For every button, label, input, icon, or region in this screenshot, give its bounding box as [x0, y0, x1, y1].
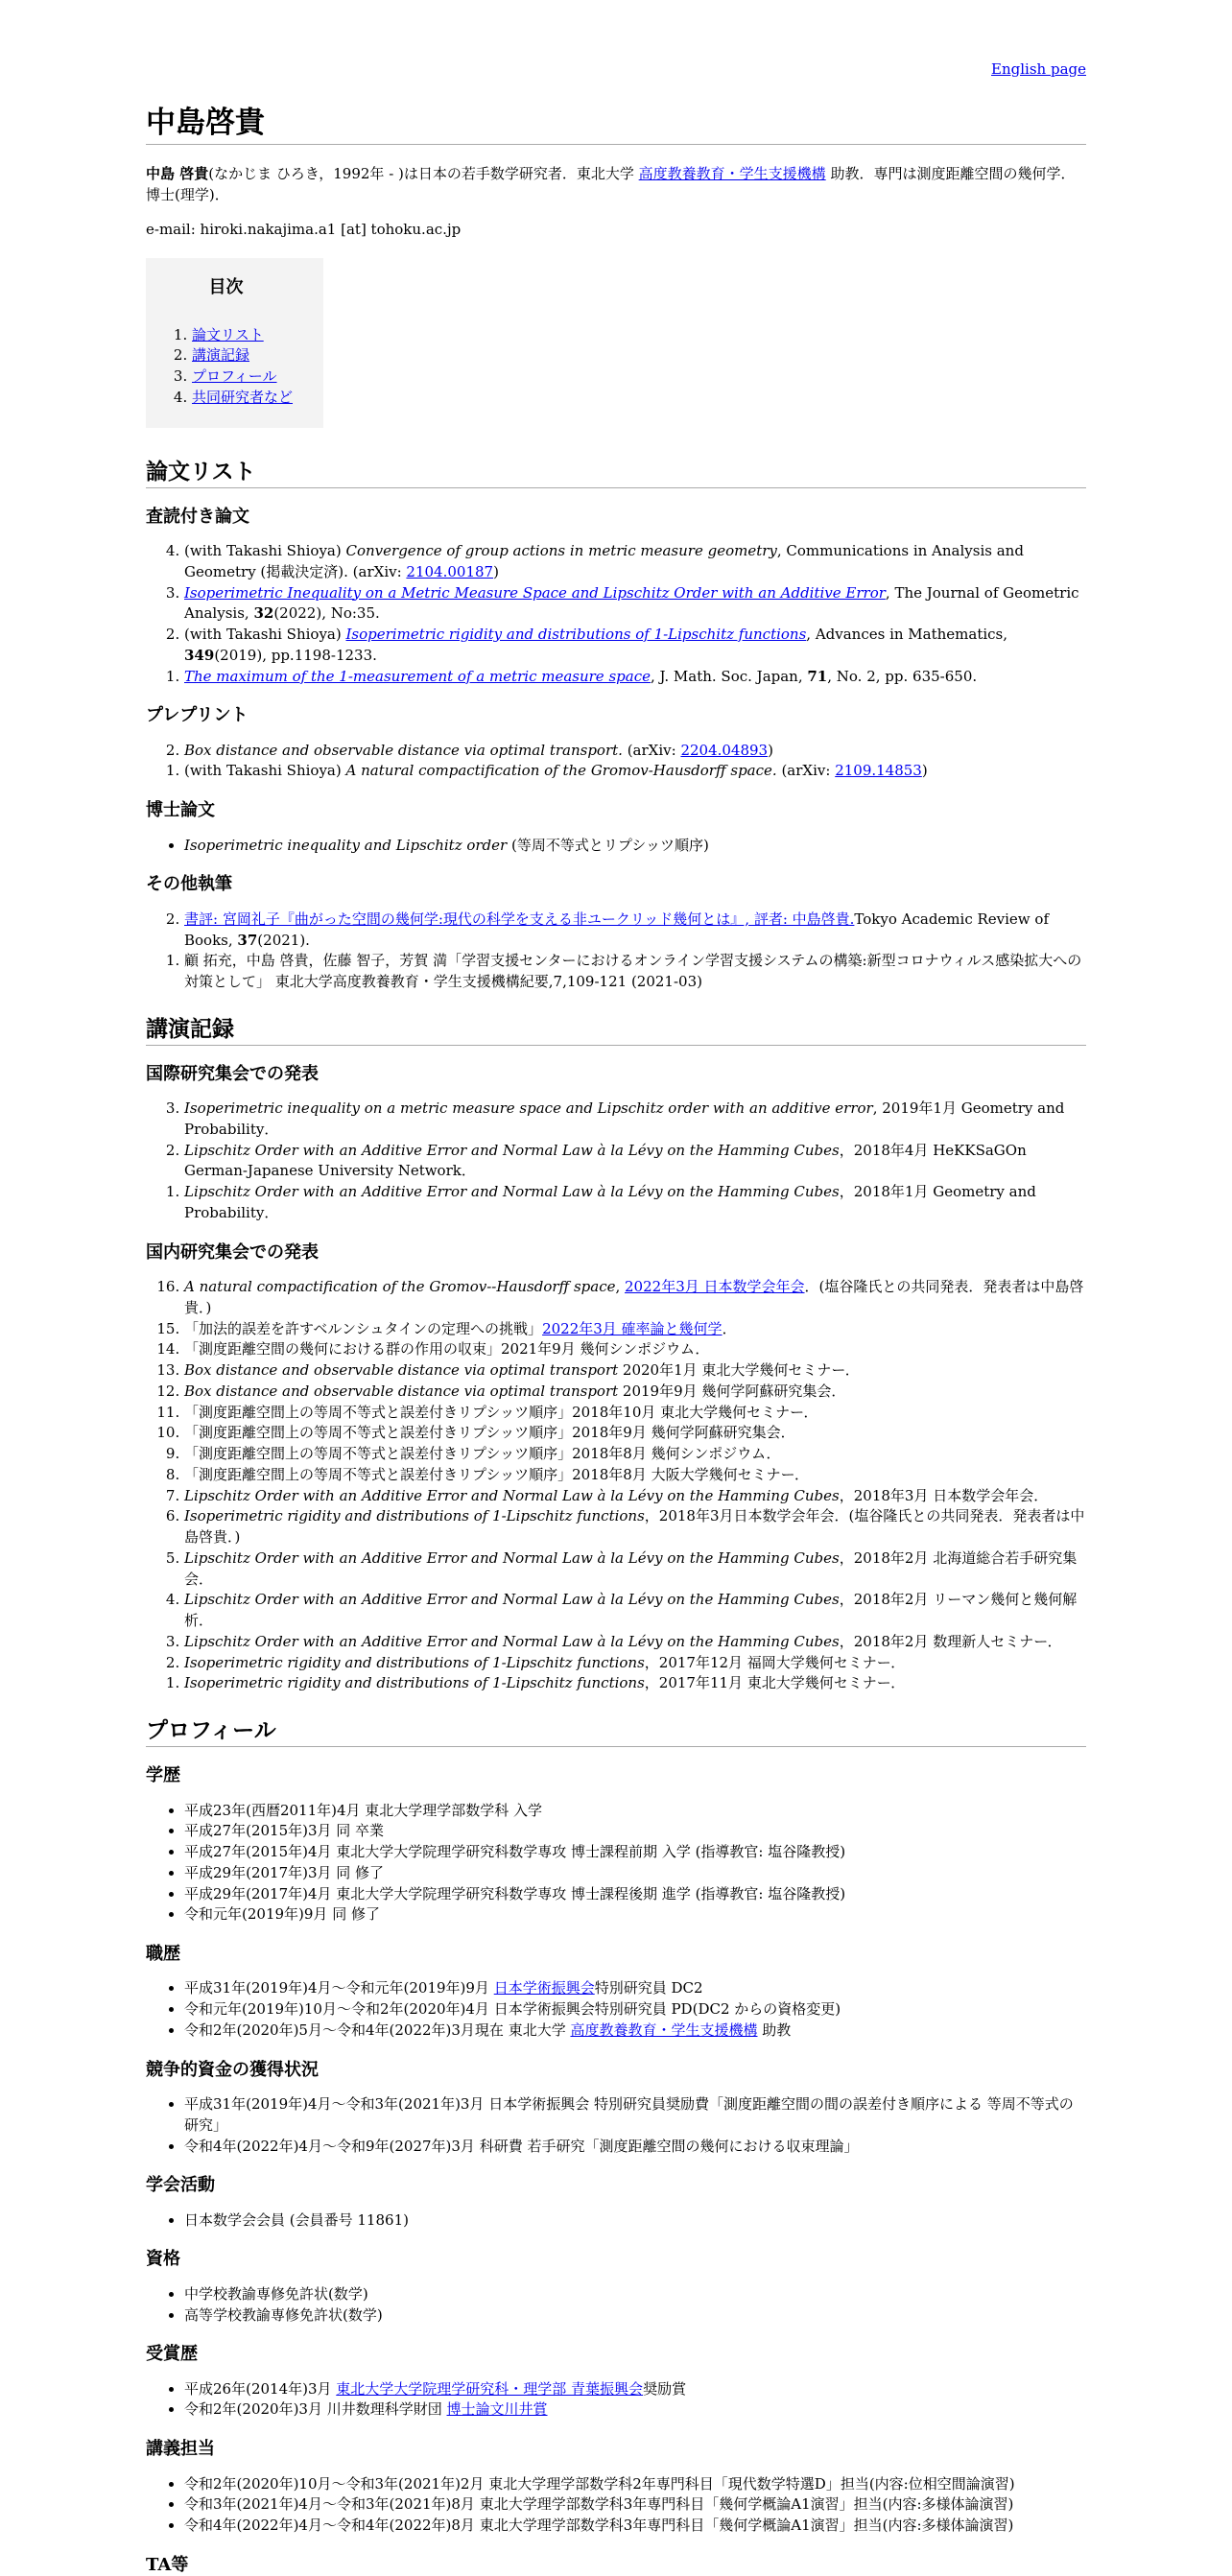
international-talks-list: [146, 1099, 1086, 1224]
paper-title: Isoperimetric Inequality on a Metric Measure Space and Lipschitz Order with an Additive Error: [184, 583, 886, 602]
list-item: • 平成31年(2019年)4月〜令和3年(2021年)3月 日本学術振興会 特別研究員奨励費「測度距離空間の間の誤差付き順序による 等周不等式の研究」: [184, 2094, 1086, 2137]
intro-org-link[interactable]: 高度教養教育・学生支援機構: [638, 165, 826, 183]
page: [146, 0, 1086, 2576]
talk-title: Box distance and observable distance via optimal transport: [184, 1382, 619, 1400]
list-item: [184, 667, 1086, 688]
list-item: [184, 1182, 1086, 1224]
list-item: [184, 1360, 1086, 1382]
other-writing-list: [146, 910, 1086, 993]
list-item: [184, 1632, 1086, 1653]
item-text: 助教: [757, 2021, 792, 2039]
subsection-funding: 競争的資金の獲得状況: [146, 2059, 319, 2080]
list-item: • 日本数学会会員 (会員番号 11861): [184, 2210, 1086, 2232]
item-text: 「加法的誤差を許すベルンシュタインの定理への挑戦」: [184, 1319, 543, 1337]
paper-link[interactable]: [184, 584, 886, 602]
item-text: 顧 拓充，中島 啓貴，佐藤 智子，芳賀 満「学習支援センターにおけるオンライン学習支援システムの構築:新型コロナウィルス感染拡大への対策として」 東北大学高度教養教育・学生支援機構紀要,7,109-121 (2021-03): [184, 952, 1082, 990]
volume: 349: [184, 646, 215, 664]
conference-link[interactable]: 2022年3月 日本数学会年会: [625, 1278, 805, 1296]
english-page-link[interactable]: English page: [991, 60, 1086, 78]
review-link[interactable]: 書評: 宮岡礼子『曲がった空間の幾何学:現代の科学を支える非ユークリッド幾何とは』, 評者: 中島啓貴.: [184, 910, 855, 928]
thesis-list: [146, 836, 1086, 857]
funding-list: [146, 2094, 1086, 2157]
subsection-career: 職歴: [146, 1944, 180, 1965]
item-text: 2020年1月 東北大学幾何セミナー．: [618, 1361, 860, 1380]
arxiv-link[interactable]: 2204.04893: [680, 741, 769, 759]
item-text: ): [768, 741, 773, 759]
item-text: ．: [722, 1319, 737, 1337]
list-item: [184, 1277, 1086, 1319]
list-item: [184, 1653, 1086, 1674]
list-item: • 令和元年(2019年)9月 同 修了: [184, 1904, 1086, 1926]
toc-link-profile[interactable]: プロフィール: [192, 367, 277, 386]
list-item: • 令和2年(2020年)10月〜令和3年(2021年)2月 東北大学理学部数学科2年専門科目「現代数学特選D」担当(内容:位相空間論演習): [184, 2474, 1086, 2495]
list-item: [184, 1506, 1086, 1548]
list-item: [184, 1444, 1086, 1465]
talk-title: Lipschitz Order with an Additive Error and Normal Law à la Lévy on the Hamming Cubes: [184, 1486, 840, 1504]
talk-title: Isoperimetric rigidity and distributions of 1-Lipschitz functions: [184, 1674, 645, 1692]
paper-title: A natural compactification of the Gromov-Hausdorff space.: [345, 762, 777, 780]
list-item: [184, 910, 1086, 952]
list-item: • 平成27年(2015年)4月 東北大学大学院理学研究科数学専攻 博士課程前期 入学 (指導教官: 塩谷隆教授): [184, 1842, 1086, 1863]
item-text: 「測度距離空間上の等周不等式と誤差付きリプシッツ順序」2018年8月 大阪大学幾何セミナー．: [184, 1465, 809, 1483]
item-text: , Advances in Mathematics,: [806, 626, 1008, 644]
list-item: • 平成27年(2015年)3月 同 卒業: [184, 1821, 1086, 1842]
list-item: [184, 761, 1086, 782]
item-text: ，2017年12月 福岡大学幾何セミナー．: [644, 1653, 906, 1671]
paper-title: Isoperimetric rigidity and distributions of 1-Lipschitz functions: [345, 626, 807, 644]
item-text: (with Takashi Shioya): [184, 626, 346, 644]
society-list: [146, 2210, 1086, 2232]
talk-title: Isoperimetric rigidity and distributions of 1-Lipschitz functions: [184, 1653, 645, 1671]
list-item: [184, 1339, 1086, 1360]
subsection-refereed: 査読付き論文: [146, 506, 249, 527]
list-item: [184, 1486, 1086, 1507]
list-item: [184, 583, 1086, 626]
license-list: [146, 2284, 1086, 2327]
toc-item: [192, 325, 293, 346]
list-item: [184, 836, 1086, 857]
item-text: (等周不等式とリプシッツ順序): [507, 836, 709, 854]
item-text: , No. 2, pp. 635-650.: [827, 667, 978, 685]
item-text: 令和2年(2020年)5月～令和4年(2022年)3月現在 東北大学: [184, 2021, 571, 2039]
item-text: , The Journal of Geometric Analysis,: [184, 583, 1079, 623]
awards-list: [146, 2379, 1086, 2422]
talk-title: Box distance and observable distance via optimal transport: [184, 1361, 619, 1380]
list-item: [184, 1403, 1086, 1424]
item-text: (2021).: [257, 931, 310, 949]
list-item: • 平成29年(2017年)3月 同 修了: [184, 1863, 1086, 1884]
item-text: 「測度距離空間上の等周不等式と誤差付きリプシッツ順序」2018年9月 幾何学阿蘇研究集会．: [184, 1424, 795, 1442]
item-text: (with Takashi Shioya): [184, 762, 346, 780]
subsection-international: 国際研究集会での発表: [146, 1063, 319, 1084]
list-item: • 高等学校教諭専修免許状(数学): [184, 2305, 1086, 2327]
paper-title: Convergence of group actions in metric measure geometry: [345, 542, 777, 560]
item-text: (2019), pp.1198-1233.: [214, 646, 377, 664]
item-text: ，2017年11月 東北大学幾何セミナー．: [644, 1674, 906, 1692]
list-item: [184, 1099, 1086, 1141]
list-item: [184, 625, 1086, 667]
item-text: , J. Math. Soc. Japan,: [650, 667, 808, 685]
talk-title: Isoperimetric inequality on a metric measure space and Lipschitz order with an additive error: [184, 1099, 873, 1118]
toc-item: [192, 388, 293, 409]
paper-link[interactable]: [346, 626, 807, 643]
subsection-preprint: プレプリント: [146, 705, 249, 726]
list-item: • 令和3年(2021年)4月〜令和3年(2021年)8月 東北大学理学部数学科3年専門科目「幾何学概論A1演習」担当(内容:多様体論演習): [184, 2494, 1086, 2516]
item-text: ，2018年4月 HeKKSaGOn German-Japanese University Network．: [184, 1141, 1027, 1180]
subsection-other-writing: その他執筆: [146, 874, 232, 895]
list-item: • 令和4年(2022年)4月〜令和9年(2027年)3月 科研費 若手研究「測度距離空間の幾何における収束理論」: [184, 2137, 1086, 2158]
list-item: • 平成29年(2017年)4月 東北大学大学院理学研究科数学専攻 博士課程後期 進学 (指導教官: 塩谷隆教授): [184, 1884, 1086, 1905]
section-profile: プロフィール: [146, 1715, 1086, 1747]
item-text: ，2018年1月 Geometry and Probability．: [184, 1183, 1036, 1221]
list-item: [184, 1382, 1086, 1403]
item-text: 平成31年(2019年)4月〜令和元年(2019年)9月: [184, 1979, 494, 1997]
list-item: [184, 2399, 1086, 2421]
section-talks: 講演記録: [146, 1014, 1086, 1046]
toc-list: [159, 325, 293, 409]
volume: 32: [253, 604, 274, 623]
list-item: [184, 1319, 1086, 1340]
teaching-list: [146, 2474, 1086, 2537]
list-item: • 平成23年(西暦2011年)4月 東北大学理学部数学科 入学: [184, 1801, 1086, 1822]
item-text: , Communications in Analysis and Geometry (掲載決定済). (arXiv:: [184, 542, 1024, 580]
talk-title: Lipschitz Order with an Additive Error and Normal Law à la Lévy on the Hamming Cubes: [184, 1141, 840, 1159]
item-text: ，2018年3月日本数学会年会．(塩谷隆氏との共同発表．発表者は中島啓貴．): [184, 1507, 1085, 1547]
toc-link-talks[interactable]: 講演記録: [192, 346, 250, 365]
item-text: 令和元年(2019年)10月〜令和2年(2020年)4月 日本学術振興会特別研究員 PD(DC2 からの資格変更): [184, 2000, 841, 2019]
item-text: Tokyo Academic Review of Books,: [184, 910, 1049, 949]
paper-title: The maximum of the 1-measurement of a metric measure space: [184, 667, 651, 685]
list-item: [184, 1465, 1086, 1486]
talk-title: Lipschitz Order with an Additive Error and Normal Law à la Lévy on the Hamming Cubes: [184, 1591, 840, 1609]
item-text: ．(塩谷隆氏との共同発表．発表者は中島啓貴．): [184, 1278, 1084, 1316]
list-item: [184, 1590, 1086, 1632]
arxiv-link[interactable]: 2109.14853: [835, 762, 922, 780]
refereed-list: [146, 541, 1086, 687]
item-text: ): [921, 762, 928, 780]
item-text: 「測度距離空間上の等周不等式と誤差付きリプシッツ順序」2018年8月 幾何シンポジウム．: [184, 1445, 781, 1463]
list-item: [184, 1673, 1086, 1694]
subsection-teaching: 講義担当: [146, 2439, 215, 2460]
list-item: [184, 1548, 1086, 1591]
volume: 71: [807, 667, 828, 685]
subsection-education: 学歴: [146, 1765, 180, 1786]
item-text: 「測度距離空間上の等周不等式と誤差付きリプシッツ順序」2018年10月 東北大学幾何セミナー．: [184, 1403, 818, 1421]
subsection-awards: 受賞歴: [146, 2344, 198, 2365]
page-title: 中島啓貴: [146, 104, 1086, 145]
award-link[interactable]: 東北大学大学院理学研究科・理学部 青葉振興会: [336, 2379, 644, 2398]
paper-link[interactable]: [184, 668, 651, 685]
item-text: 「測度距離空間の幾何における群の作用の収束」2021年9月 幾何シンポジウム．: [184, 1340, 710, 1359]
subsection-ta: TA等: [146, 2554, 189, 2575]
toc-title: 目次: [208, 276, 244, 297]
list-item: • 令和4年(2022年)4月〜令和4年(2022年)8月 東北大学理学部数学科3年専門科目「幾何学概論A1演習」担当(内容:多様体論演習): [184, 2516, 1086, 2537]
jsps-link[interactable]: 日本学術振興会: [493, 1979, 595, 1997]
list-item: [184, 1423, 1086, 1444]
talk-title: Lipschitz Order with an Additive Error and Normal Law à la Lévy on the Hamming Cubes: [184, 1632, 840, 1650]
item-text: 奨励賞: [643, 2379, 687, 2398]
list-item: [184, 2379, 1086, 2400]
list-item: [184, 1141, 1086, 1183]
org-link[interactable]: 高度教養教育・学生支援機構: [570, 2021, 758, 2039]
toc-link-papers[interactable]: 論文リスト: [192, 325, 264, 343]
item-text: ，2018年2月 数理新人セミナー．: [839, 1632, 1062, 1650]
intro-reading: (なかじま ひろき，1992年 - )は日本の若手数学研究者．東北大学: [208, 165, 639, 183]
item-text: ，2018年3月 日本数学会年会．: [839, 1486, 1049, 1504]
item-text: (arXiv:: [776, 762, 836, 780]
item-text: ): [493, 562, 499, 580]
list-item: [184, 1978, 1086, 1999]
item-text: (arXiv:: [622, 741, 681, 759]
item-text: ，2018年2月 北海道総合若手研究集会．: [184, 1548, 1078, 1588]
item-text: (2022), No:35.: [273, 604, 380, 623]
toc-link-collaborators[interactable]: 共同研究者など: [192, 388, 294, 406]
item-text: 特別研究員 DC2: [594, 1979, 703, 1997]
thesis-title: Isoperimetric inequality and Lipschitz order: [184, 836, 508, 854]
list-item: [184, 541, 1086, 583]
item-text: ,: [615, 1278, 626, 1296]
item-text: 平成26年(2014年)3月: [184, 2379, 337, 2398]
toc-item: [192, 366, 293, 388]
item-text: (with Takashi Shioya): [184, 542, 346, 560]
conference-link[interactable]: 2022年3月 確率論と幾何学: [542, 1319, 723, 1337]
list-item: • 中学校教諭専修免許状(数学): [184, 2284, 1086, 2305]
list-item: [184, 1999, 1086, 2021]
intro-name: 中島 啓貴: [146, 165, 209, 183]
email-text: e-mail: hiroki.nakajima.a1 [at] tohoku.ac.jp: [146, 220, 462, 238]
list-item: [184, 951, 1086, 993]
list-item: [184, 741, 1086, 762]
item-text: 令和2年(2020年)3月 川井数理科学財団: [184, 2400, 447, 2419]
talk-title: Lipschitz Order with an Additive Error and Normal Law à la Lévy on the Hamming Cubes: [184, 1183, 840, 1201]
toc-item: [192, 345, 293, 366]
arxiv-link[interactable]: 2104.00187: [406, 562, 494, 580]
career-list: [146, 1978, 1086, 2041]
domestic-talks-list: [146, 1277, 1086, 1694]
item-text: , 2019年1月 Geometry and Probability．: [184, 1099, 1065, 1138]
list-item: [184, 2021, 1086, 2042]
section-papers: 論文リスト: [146, 457, 1086, 488]
award-link[interactable]: 博士論文川井賞: [446, 2400, 548, 2419]
subsection-thesis: 博士論文: [146, 800, 215, 821]
talk-title: Lipschitz Order with an Additive Error and Normal Law à la Lévy on the Hamming Cubes: [184, 1548, 840, 1567]
table-of-contents: [146, 258, 323, 428]
talk-title: Isoperimetric rigidity and distributions of 1-Lipschitz functions: [184, 1507, 645, 1525]
subsection-license: 資格: [146, 2249, 180, 2270]
intro-paragraph: [146, 164, 1086, 206]
item-text: ，2018年2月 リーマン幾何と幾何解析．: [184, 1591, 1078, 1630]
preprint-list: [146, 741, 1086, 783]
subsection-society: 学会活動: [146, 2175, 215, 2196]
intro-rest: 助教．専門は測度距離空間の幾何学．博士(理学)．: [146, 165, 1076, 204]
paper-title: Box distance and observable distance via optimal transport.: [184, 741, 623, 759]
item-text: 2019年9月 幾何学阿蘇研究集会．: [618, 1382, 846, 1400]
subsection-domestic: 国内研究集会での発表: [146, 1241, 319, 1263]
education-list: [146, 1801, 1086, 1926]
volume: 37: [237, 931, 258, 949]
talk-title: A natural compactification of the Gromov--Hausdorff space: [184, 1278, 616, 1296]
